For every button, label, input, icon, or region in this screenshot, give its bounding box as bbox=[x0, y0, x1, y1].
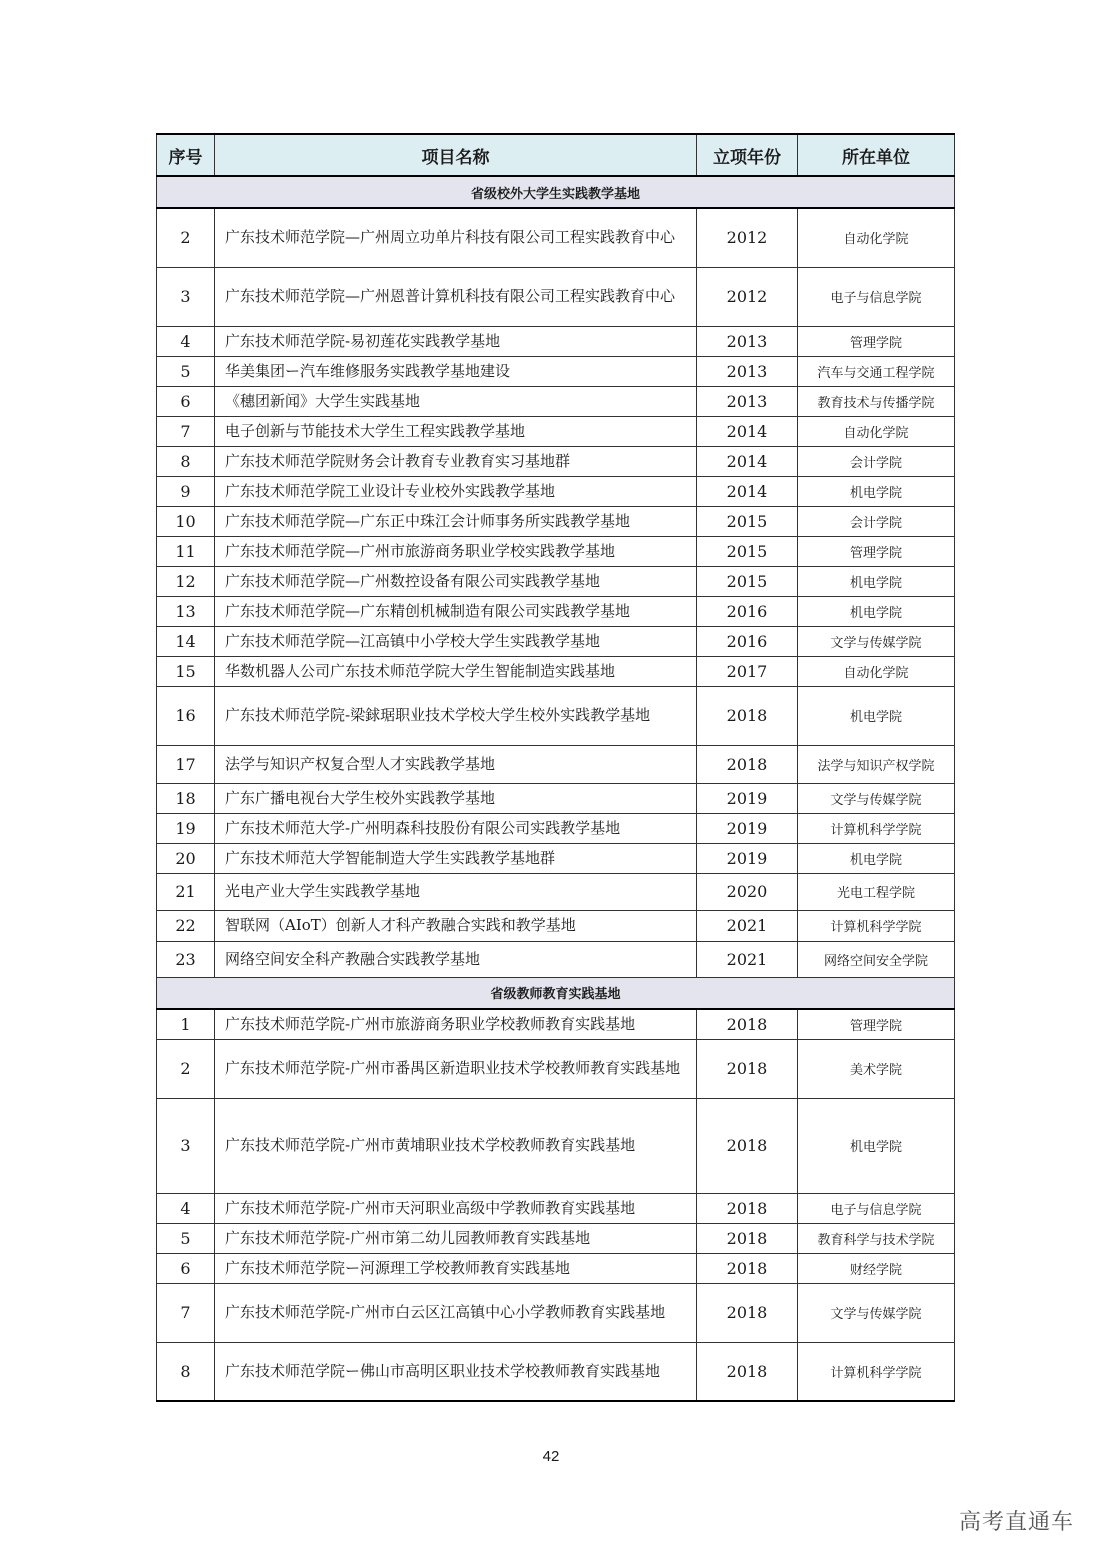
table-row bbox=[157, 267, 955, 326]
cell-number: 20 bbox=[157, 843, 215, 873]
page-number: 42 bbox=[542, 1448, 560, 1465]
cell-unit: 文学与传媒学院 bbox=[798, 626, 955, 656]
cell-project-name: 光电产业大学生实践教学基地 bbox=[215, 873, 697, 910]
cell-unit: 文学与传媒学院 bbox=[798, 1283, 955, 1342]
cell-year: 2013 bbox=[697, 386, 798, 416]
cell-project-name: 广东技术师范学院—广州周立功单片科技有限公司工程实践教育中心 bbox=[215, 208, 697, 267]
table-row bbox=[157, 208, 955, 267]
table-row bbox=[157, 626, 955, 656]
table-row bbox=[157, 783, 955, 813]
cell-number: 21 bbox=[157, 873, 215, 910]
cell-project-name: 广东技术师范学院—广州市旅游商务职业学校实践教学基地 bbox=[215, 536, 697, 566]
table-row bbox=[157, 1009, 955, 1040]
cell-number: 5 bbox=[157, 1223, 215, 1253]
table-row bbox=[157, 873, 955, 910]
table-row bbox=[157, 356, 955, 386]
cell-project-name: 广东技术师范学院-易初莲花实践教学基地 bbox=[215, 326, 697, 356]
cell-number: 19 bbox=[157, 813, 215, 843]
cell-year: 2018 bbox=[697, 1342, 798, 1401]
watermark: 高考直通车 bbox=[958, 1510, 1074, 1535]
cell-unit: 财经学院 bbox=[798, 1253, 955, 1283]
cell-number: 2 bbox=[157, 1039, 215, 1098]
cell-unit: 机电学院 bbox=[798, 686, 955, 745]
cell-year: 2018 bbox=[697, 1193, 798, 1223]
cell-year: 2012 bbox=[697, 267, 798, 326]
table-row bbox=[157, 1342, 955, 1401]
cell-project-name: 广东技术师范学院-广州市旅游商务职业学校教师教育实践基地 bbox=[215, 1009, 697, 1040]
cell-unit: 机电学院 bbox=[798, 843, 955, 873]
cell-year: 2018 bbox=[697, 1098, 798, 1193]
table-row bbox=[157, 446, 955, 476]
cell-unit: 机电学院 bbox=[798, 566, 955, 596]
table-row bbox=[157, 1098, 955, 1193]
table-row bbox=[157, 941, 955, 977]
cell-year: 2012 bbox=[697, 208, 798, 267]
cell-number: 7 bbox=[157, 1283, 215, 1342]
cell-year: 2014 bbox=[697, 416, 798, 446]
cell-unit: 机电学院 bbox=[798, 1098, 955, 1193]
cell-year: 2015 bbox=[697, 566, 798, 596]
cell-number: 3 bbox=[157, 267, 215, 326]
cell-number: 16 bbox=[157, 686, 215, 745]
cell-project-name: 网络空间安全科产教融合实践教学基地 bbox=[215, 941, 697, 977]
table-row bbox=[157, 596, 955, 626]
cell-project-name: 智联网（AIoT）创新人才科产教融合实践和教学基地 bbox=[215, 910, 697, 941]
table-row bbox=[157, 656, 955, 686]
cell-unit: 汽车与交通工程学院 bbox=[798, 356, 955, 386]
cell-number: 3 bbox=[157, 1098, 215, 1193]
table-row bbox=[157, 476, 955, 506]
cell-year: 2013 bbox=[697, 356, 798, 386]
cell-number: 14 bbox=[157, 626, 215, 656]
table-body bbox=[157, 176, 955, 1401]
cell-project-name: 广东技术师范学院工业设计专业校外实践教学基地 bbox=[215, 476, 697, 506]
projects-table bbox=[156, 133, 955, 1402]
table-row bbox=[157, 566, 955, 596]
cell-number: 17 bbox=[157, 745, 215, 783]
table-row bbox=[157, 386, 955, 416]
cell-unit: 管理学院 bbox=[798, 1009, 955, 1040]
cell-year: 2018 bbox=[697, 1039, 798, 1098]
cell-unit: 文学与传媒学院 bbox=[798, 783, 955, 813]
header-no: 序号 bbox=[157, 134, 215, 176]
cell-year: 2019 bbox=[697, 813, 798, 843]
cell-year: 2018 bbox=[697, 745, 798, 783]
cell-project-name: 华美集团ー汽车维修服务实践教学基地建设 bbox=[215, 356, 697, 386]
cell-unit: 计算机科学学院 bbox=[798, 910, 955, 941]
table-row bbox=[157, 326, 955, 356]
cell-unit: 机电学院 bbox=[798, 596, 955, 626]
cell-project-name: 广东技术师范学院-广州市番禺区新造职业技术学校教师教育实践基地 bbox=[215, 1039, 697, 1098]
cell-project-name: 《穗团新闻》大学生实践基地 bbox=[215, 386, 697, 416]
cell-year: 2016 bbox=[697, 626, 798, 656]
cell-project-name: 广东广播电视台大学生校外实践教学基地 bbox=[215, 783, 697, 813]
cell-project-name: 广东技术师范学院-广州市天河职业高级中学教师教育实践基地 bbox=[215, 1193, 697, 1223]
cell-year: 2016 bbox=[697, 596, 798, 626]
cell-number: 11 bbox=[157, 536, 215, 566]
cell-year: 2018 bbox=[697, 686, 798, 745]
header-year: 立项年份 bbox=[697, 134, 798, 176]
cell-number: 1 bbox=[157, 1009, 215, 1040]
cell-year: 2014 bbox=[697, 476, 798, 506]
table-row bbox=[157, 843, 955, 873]
table-row bbox=[157, 416, 955, 446]
cell-number: 7 bbox=[157, 416, 215, 446]
header-unit: 所在单位 bbox=[798, 134, 955, 176]
cell-project-name: 华数机器人公司广东技术师范学院大学生智能制造实践基地 bbox=[215, 656, 697, 686]
cell-project-name: 广东技术师范学院—广州数控设备有限公司实践教学基地 bbox=[215, 566, 697, 596]
table-row bbox=[157, 1223, 955, 1253]
table-header-row bbox=[157, 134, 955, 176]
cell-unit: 会计学院 bbox=[798, 446, 955, 476]
cell-year: 2015 bbox=[697, 536, 798, 566]
cell-unit: 教育技术与传播学院 bbox=[798, 386, 955, 416]
table-row bbox=[157, 506, 955, 536]
cell-year: 2018 bbox=[697, 1283, 798, 1342]
cell-unit: 美术学院 bbox=[798, 1039, 955, 1098]
table-row bbox=[157, 686, 955, 745]
cell-project-name: 广东技术师范学院—广东正中珠江会计师事务所实践教学基地 bbox=[215, 506, 697, 536]
cell-project-name: 广东技术师范大学智能制造大学生实践教学基地群 bbox=[215, 843, 697, 873]
cell-year: 2014 bbox=[697, 446, 798, 476]
cell-number: 5 bbox=[157, 356, 215, 386]
cell-number: 10 bbox=[157, 506, 215, 536]
cell-unit: 计算机科学学院 bbox=[798, 813, 955, 843]
cell-unit: 网络空间安全学院 bbox=[798, 941, 955, 977]
cell-project-name: 广东技术师范学院-广州市黄埔职业技术学校教师教育实践基地 bbox=[215, 1098, 697, 1193]
cell-unit: 自动化学院 bbox=[798, 208, 955, 267]
cell-project-name: 广东技术师范大学-广州明森科技股份有限公司实践教学基地 bbox=[215, 813, 697, 843]
cell-number: 8 bbox=[157, 1342, 215, 1401]
cell-unit: 教育科学与技术学院 bbox=[798, 1223, 955, 1253]
cell-year: 2018 bbox=[697, 1223, 798, 1253]
cell-year: 2013 bbox=[697, 326, 798, 356]
cell-number: 18 bbox=[157, 783, 215, 813]
table-row bbox=[157, 1193, 955, 1223]
table-row bbox=[157, 745, 955, 783]
section-header-row bbox=[157, 977, 955, 1009]
cell-number: 4 bbox=[157, 1193, 215, 1223]
cell-project-name: 广东技术师范学院财务会计教育专业教育实习基地群 bbox=[215, 446, 697, 476]
cell-number: 2 bbox=[157, 208, 215, 267]
cell-year: 2019 bbox=[697, 843, 798, 873]
cell-unit: 管理学院 bbox=[798, 326, 955, 356]
cell-year: 2018 bbox=[697, 1253, 798, 1283]
table-row bbox=[157, 1039, 955, 1098]
cell-project-name: 广东技术师范学院ー佛山市高明区职业技术学校教师教育实践基地 bbox=[215, 1342, 697, 1401]
cell-year: 2020 bbox=[697, 873, 798, 910]
cell-project-name: 广东技术师范学院ー河源理工学校教师教育实践基地 bbox=[215, 1253, 697, 1283]
section-title: 省级校外大学生实践教学基地 bbox=[157, 176, 955, 208]
cell-number: 15 bbox=[157, 656, 215, 686]
cell-number: 4 bbox=[157, 326, 215, 356]
cell-project-name: 法学与知识产权复合型人才实践教学基地 bbox=[215, 745, 697, 783]
cell-unit: 自动化学院 bbox=[798, 656, 955, 686]
cell-number: 22 bbox=[157, 910, 215, 941]
cell-unit: 会计学院 bbox=[798, 506, 955, 536]
cell-number: 9 bbox=[157, 476, 215, 506]
cell-number: 6 bbox=[157, 386, 215, 416]
section-header-row bbox=[157, 176, 955, 208]
cell-year: 2015 bbox=[697, 506, 798, 536]
cell-unit: 法学与知识产权学院 bbox=[798, 745, 955, 783]
cell-project-name: 广东技术师范学院-广州市白云区江高镇中心小学教师教育实践基地 bbox=[215, 1283, 697, 1342]
header-name: 项目名称 bbox=[215, 134, 697, 176]
cell-project-name: 广东技术师范学院-广州市第二幼儿园教师教育实践基地 bbox=[215, 1223, 697, 1253]
cell-number: 13 bbox=[157, 596, 215, 626]
cell-project-name: 广东技术师范学院—广州恩普计算机科技有限公司工程实践教育中心 bbox=[215, 267, 697, 326]
table-row bbox=[157, 1283, 955, 1342]
table-row bbox=[157, 813, 955, 843]
table-row bbox=[157, 910, 955, 941]
cell-year: 2021 bbox=[697, 941, 798, 977]
table-row bbox=[157, 1253, 955, 1283]
cell-number: 12 bbox=[157, 566, 215, 596]
cell-unit: 管理学院 bbox=[798, 536, 955, 566]
table-row bbox=[157, 536, 955, 566]
cell-year: 2018 bbox=[697, 1009, 798, 1040]
cell-unit: 计算机科学学院 bbox=[798, 1342, 955, 1401]
cell-year: 2019 bbox=[697, 783, 798, 813]
cell-number: 8 bbox=[157, 446, 215, 476]
cell-year: 2017 bbox=[697, 656, 798, 686]
cell-year: 2021 bbox=[697, 910, 798, 941]
cell-number: 23 bbox=[157, 941, 215, 977]
cell-project-name: 广东技术师范学院-梁銶琚职业技术学校大学生校外实践教学基地 bbox=[215, 686, 697, 745]
section-title: 省级教师教育实践基地 bbox=[157, 977, 955, 1009]
cell-unit: 光电工程学院 bbox=[798, 873, 955, 910]
cell-unit: 电子与信息学院 bbox=[798, 267, 955, 326]
cell-number: 6 bbox=[157, 1253, 215, 1283]
cell-unit: 机电学院 bbox=[798, 476, 955, 506]
cell-project-name: 广东技术师范学院—江高镇中小学校大学生实践教学基地 bbox=[215, 626, 697, 656]
cell-unit: 自动化学院 bbox=[798, 416, 955, 446]
cell-project-name: 广东技术师范学院—广东精创机械制造有限公司实践教学基地 bbox=[215, 596, 697, 626]
cell-project-name: 电子创新与节能技术大学生工程实践教学基地 bbox=[215, 416, 697, 446]
cell-unit: 电子与信息学院 bbox=[798, 1193, 955, 1223]
